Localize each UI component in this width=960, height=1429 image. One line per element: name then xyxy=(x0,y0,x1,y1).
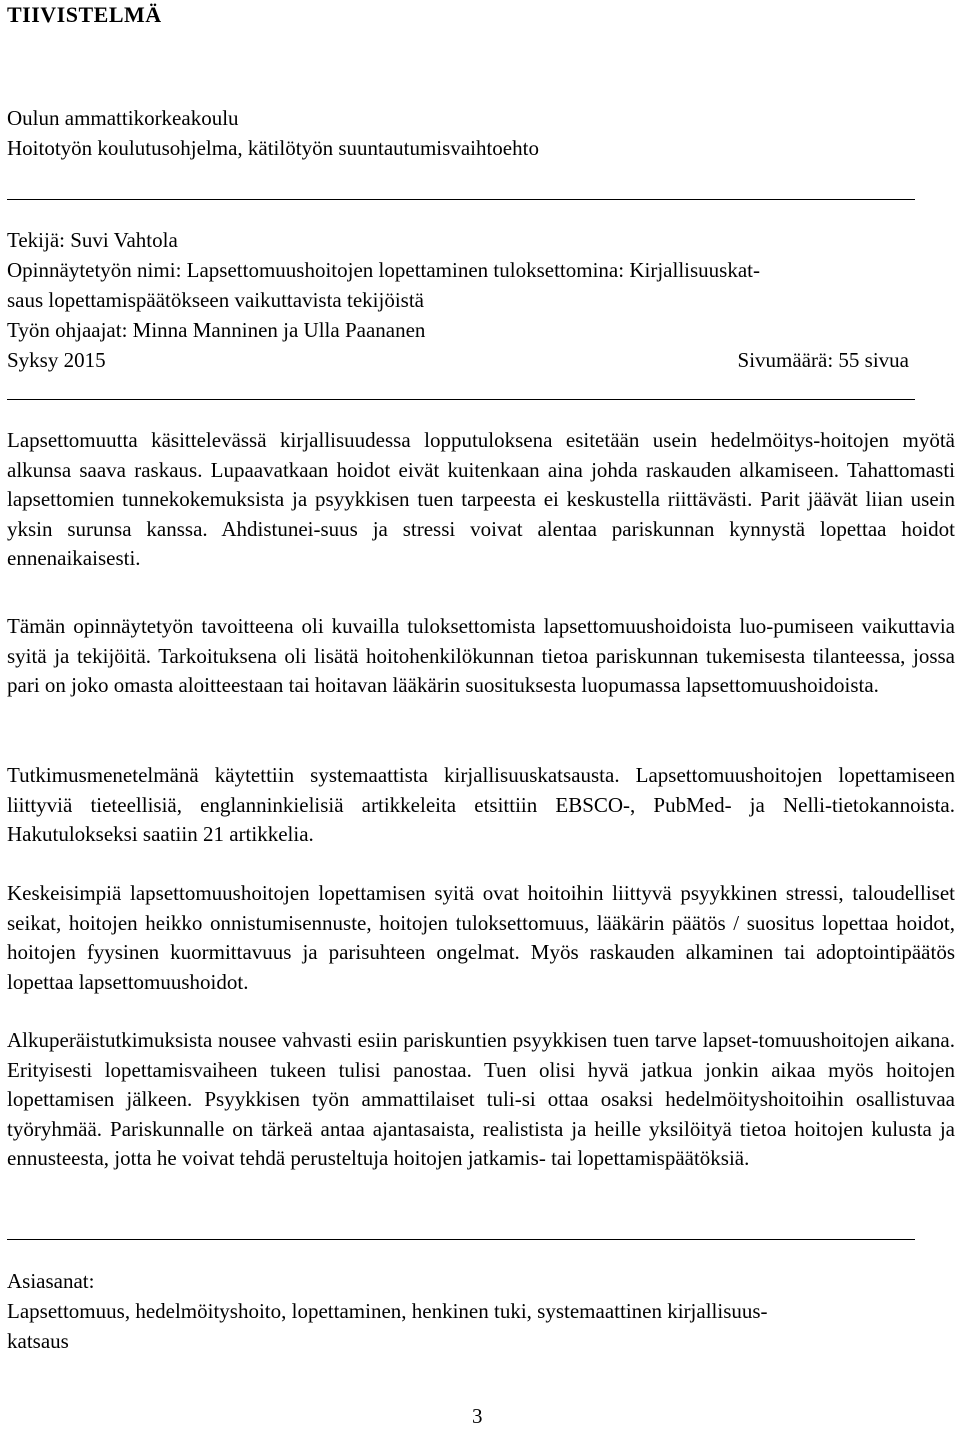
divider-top xyxy=(7,199,915,200)
thesis-details xyxy=(7,225,955,375)
abstract-paragraph-5: Alkuperäistutkimuksista nousee vahvasti esiin pariskuntien psyykkisen tuen tarve lapset-tomuushoitojen aikana. Erityisesti lopettamisvaiheen tukeen tulisi panostaa. Tuen olisi hyvä jatkua jonkin aikaa myös hoitojen lopettamisen jälkeen. Psyykkisen työn ammattilaiset tuli-si ottaa osaksi hedelmöityshoitoihin osallistuvaa työryhmää. Pariskunnalle on tärkeä antaa ajantasaista, realistista ja heille yksilöityä tietoa hoitojen kulusta ja ennusteesta, jotta he voivat tehdä perusteltuja hoitojen jatkamis- tai lopettamispäätöksiä. xyxy=(7,1028,955,1170)
page-number: 3 xyxy=(472,1404,483,1428)
keywords-line-2: katsaus xyxy=(7,1329,69,1353)
degree-program: Hoitotyön koulutusohjelma, kätilötyön suuntautumisvaihtoehto xyxy=(7,136,539,160)
abstract-paragraph-1: Lapsettomuutta käsittelevässä kirjallisuudessa lopputuloksena esitetään usein hedelmöitys-hoitojen myötä alkunsa saava raskaus. Lupaavatkaan hoidot eivät kuitenkaan aina johda raskauden alkamiseen. Tahattomasti lapsettomien tunnekokemuksista ja psyykkisen tuen tarpeesta ei keskustella riittävästi. Parit jäävät liian usein yksin surunsa kanssa. Ahdistunei-suus ja stressi voivat alentaa pariskunnan kynnystä lopettaa hoidot ennenaikaisesti. xyxy=(7,428,955,570)
term-label: Syksy 2015 xyxy=(7,348,106,372)
author-line: Tekijä: Suvi Vahtola xyxy=(7,228,178,252)
abstract-paragraph-2: Tämän opinnäytetyön tavoitteena oli kuvailla tuloksettomista lapsettomuushoidoista luo-pumiseen vaikuttavia syitä ja tekijöitä. Tarkoituksena oli lisätä hoitohenkilökunnan tietoa pariskunnan tukemisesta tilanteessa, jossa pari on joko omasta aloitteestaan tai hoitavan lääkärin suosituksesta luopumassa lapsettomuushoidoista. xyxy=(7,614,955,697)
abstract-paragraph-3: Tutkimusmenetelmänä käytettiin systemaattista kirjallisuuskatsausta. Lapsettomuushoitojen lopettamiseen liittyviä tieteellisiä, englanninkielisiä artikkeleita etsittiin EBSCO-, PubMed- ja Nelli-tietokannoista. Hakutulokseksi saatiin 21 artikkelia. xyxy=(7,763,955,846)
term-pages-row xyxy=(7,345,909,375)
divider-middle xyxy=(7,399,915,400)
institution-block xyxy=(7,103,955,163)
thesis-title-line-1: Opinnäytetyön nimi: Lapsettomuushoitojen lopettaminen tuloksettomina: Kirjallisuuskat- xyxy=(7,258,760,282)
supervisors-line: Työn ohjaajat: Minna Manninen ja Ulla Paananen xyxy=(7,318,426,342)
keywords-label: Asiasanat: xyxy=(7,1269,95,1293)
school-name: Oulun ammattikorkeakoulu xyxy=(7,106,239,130)
divider-bottom xyxy=(7,1239,915,1240)
page-count-label: Sivumäärä: 55 sivua xyxy=(737,348,909,372)
keywords-line-1: Lapsettomuus, hedelmöityshoito, lopettaminen, henkinen tuki, systemaattinen kirjallisuus- xyxy=(7,1299,768,1323)
abstract-paragraph-4: Keskeisimpiä lapsettomuushoitojen lopettamisen syitä ovat hoitoihin liittyvä psyykkinen stressi, taloudelliset seikat, hoitojen heikko onnistumisennuste, hoitojen tuloksettomuus, lääkärin päätös / suositus lopettaa hoidot, hoitojen fyysinen kuormittavuus ja parisuhteen ongelmat. Myös raskauden alkaminen tai adoptointipäätös lopettaa lapsettomuushoidot. xyxy=(7,881,955,994)
thesis-title-line-2: saus lopettamispäätökseen vaikuttavista tekijöistä xyxy=(7,288,424,312)
page-title: TIIVISTELMÄ xyxy=(7,2,162,27)
keywords-block xyxy=(7,1266,955,1356)
